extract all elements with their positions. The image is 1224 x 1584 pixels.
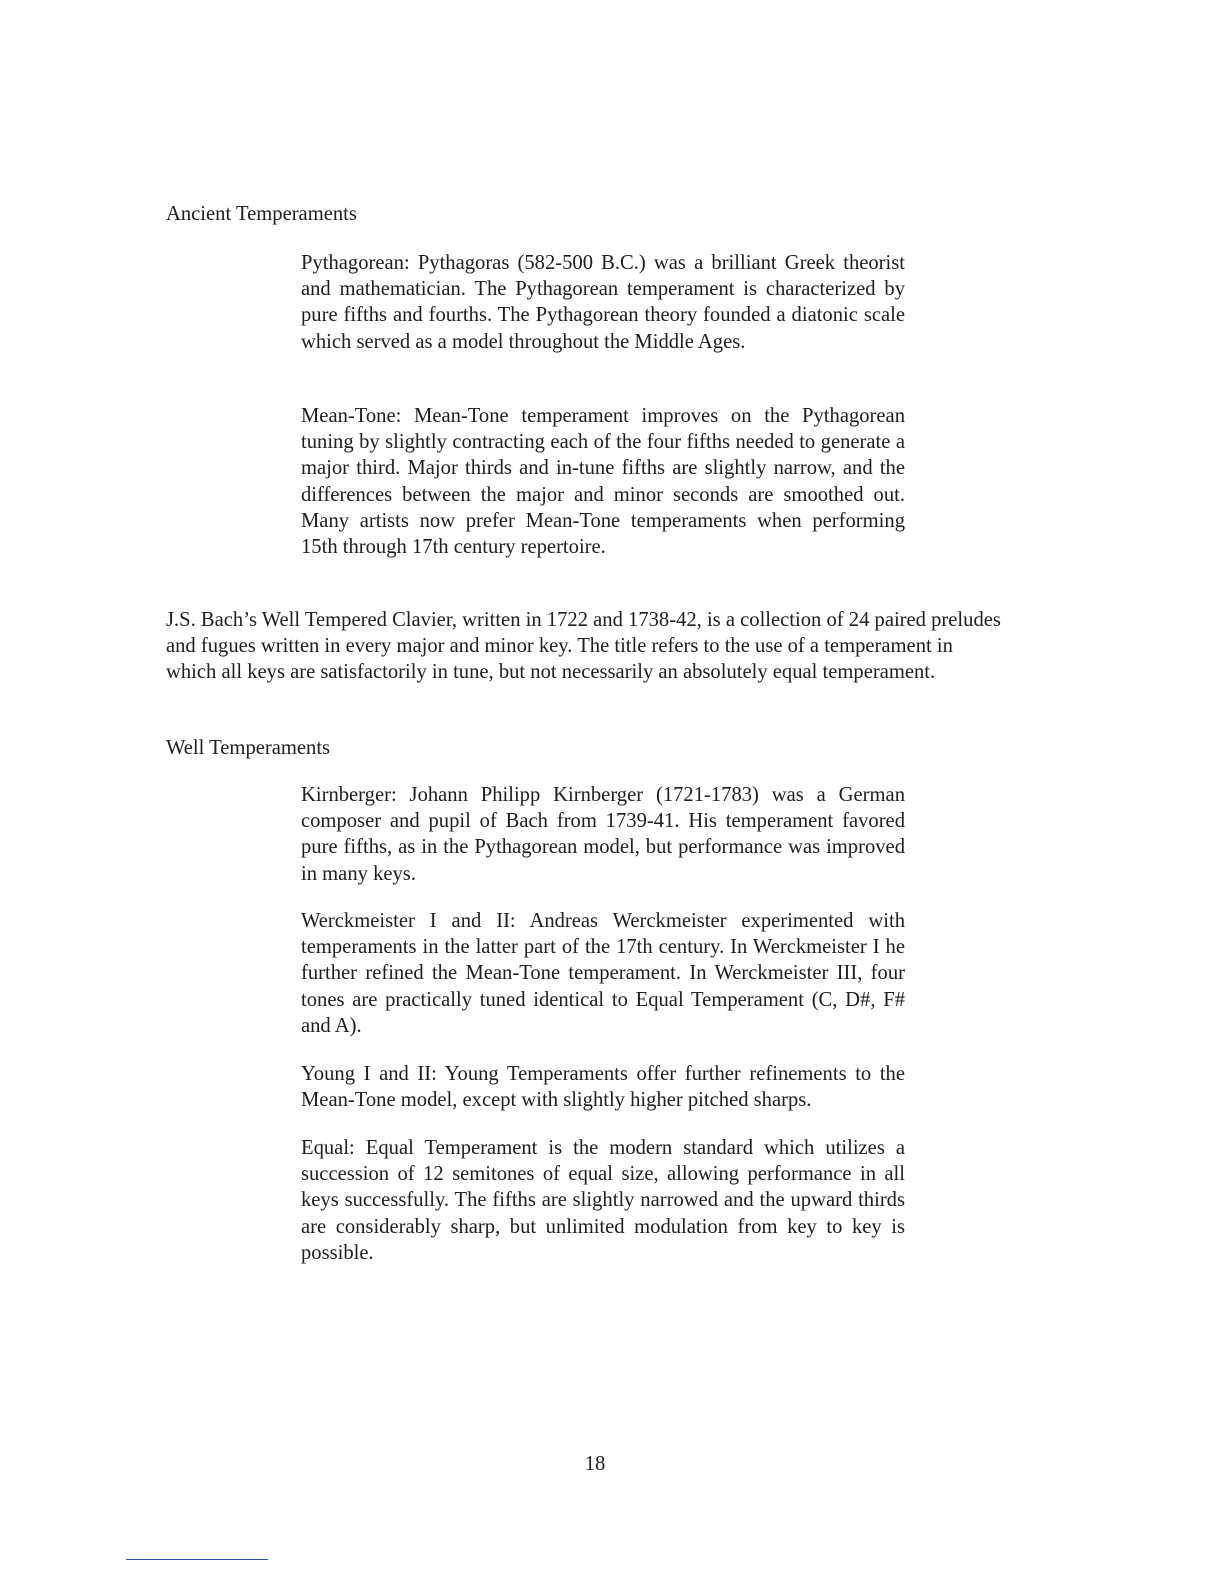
paragraph-mean-tone: Mean-Tone: Mean-Tone temperament improves on the Pythagorean tuning by slightly contracting each of the four fifths needed to generate a major third. Major thirds and in-tune fifths are slightly narrow, and the differences between the major and minor seconds are smoothed out. Many artists now prefer Mean-Tone temperaments when performing 15th through 17th century repertoire.: [301, 405, 905, 559]
paragraph-kirnberger: Kirnberger: Johann Philipp Kirnberger (1721-1783) was a German composer and pupil of Bach from 1739-41. His temperament favored pure fifths, as in the Pythagorean model, but performance was improved in many keys.: [301, 784, 905, 885]
footnote-separator-line: [126, 1559, 268, 1560]
paragraph-equal: Equal: Equal Temperament is the modern standard which utilizes a succession of 12 semitones of equal size, allowing performance in all keys successfully. The fifths are slightly narrowed and the upward thirds are considerably sharp, but unlimited modulation from key to key is possible.: [301, 1137, 905, 1264]
paragraph-young: Young I and II: Young Temperaments offer further refinements to the Mean-Tone model, except with slightly higher pitched sharps.: [301, 1063, 905, 1112]
paragraph-werckmeister: Werckmeister I and II: Andreas Werckmeister experimented with temperaments in the latter part of the 17th century. In Werckmeister I he further refined the Mean-Tone temperament. In Werckmeister III, four tones are practically tuned identical to Equal Temperament (C, D#, F# and A).: [301, 910, 905, 1037]
paragraph-bach-well-tempered-clavier: J.S. Bach’s Well Tempered Clavier, written in 1722 and 1738-42, is a collection of 24 paired preludes and fugues written in every major and minor key. The title refers to the use of a temperament in which all keys are satisfactorily in tune, but not necessarily an absolutely equal temperament.: [166, 609, 1001, 684]
page-number: 18: [584, 1453, 606, 1475]
paragraph-pythagorean: Pythagorean: Pythagoras (582-500 B.C.) was a brilliant Greek theorist and mathematician. The Pythagorean temperament is characterized by pure fifths and fourths. The Pythagorean theory founded a diatonic scale which served as a model throughout the Middle Ages.: [301, 252, 905, 353]
heading-ancient-temperaments: Ancient Temperaments: [166, 203, 357, 225]
heading-well-temperaments: Well Temperaments: [166, 737, 331, 759]
